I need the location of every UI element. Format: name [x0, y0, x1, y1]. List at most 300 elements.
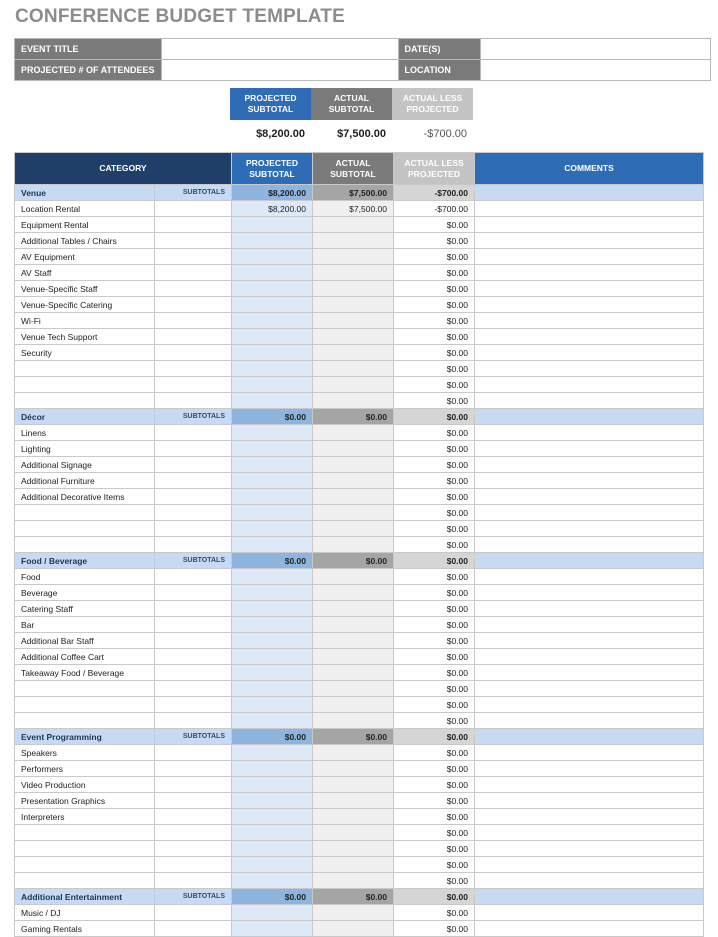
projected-cell[interactable] [232, 265, 313, 281]
comments-cell[interactable] [475, 569, 704, 585]
table-row [15, 649, 704, 665]
attendees-label: PROJECTED # OF ATTENDEES [15, 60, 162, 81]
category-cell[interactable]: Additional Signage [15, 457, 155, 473]
category-cell[interactable]: Catering Staff [15, 601, 155, 617]
dates-field[interactable] [480, 39, 710, 60]
diff-cell: $0.00 [394, 841, 475, 857]
category-cell[interactable]: Beverage [15, 585, 155, 601]
section-name: Décor [15, 409, 155, 425]
comments-cell[interactable] [475, 713, 704, 729]
dates-label: DATE(S) [398, 39, 480, 60]
category-cell-extra [155, 393, 232, 409]
category-header: CATEGORY [15, 153, 232, 185]
diff-cell: $0.00 [394, 521, 475, 537]
subtotals-label: SUBTOTALS [155, 553, 232, 569]
projected-cell[interactable] [232, 745, 313, 761]
table-row [15, 441, 704, 457]
category-cell[interactable]: Speakers [15, 745, 155, 761]
category-cell[interactable]: Location Rental [15, 201, 155, 217]
category-cell[interactable]: Music / DJ [15, 905, 155, 921]
section-name: Venue [15, 185, 155, 201]
attendees-field[interactable] [161, 60, 398, 81]
category-cell[interactable]: Venue-Specific Staff [15, 281, 155, 297]
comments-cell[interactable] [475, 377, 704, 393]
category-cell[interactable] [15, 873, 155, 889]
category-cell-extra [155, 377, 232, 393]
comments-cell[interactable] [475, 841, 704, 857]
category-cell[interactable]: Additional Furniture [15, 473, 155, 489]
actual-cell[interactable] [313, 393, 394, 409]
comments-cell[interactable] [475, 409, 704, 425]
section-diff-subtotal: -$700.00 [394, 185, 475, 201]
table-row [15, 713, 704, 729]
table-row [15, 873, 704, 889]
projected-cell[interactable] [232, 377, 313, 393]
comments-cell[interactable] [475, 617, 704, 633]
actual-cell[interactable] [313, 841, 394, 857]
category-cell-extra [155, 697, 232, 713]
comments-cell[interactable] [475, 297, 704, 313]
actual-cell[interactable] [313, 361, 394, 377]
summary-block [230, 88, 473, 148]
actual-cell[interactable] [313, 313, 394, 329]
category-cell-extra [155, 777, 232, 793]
category-cell-extra [155, 585, 232, 601]
actual-cell[interactable] [313, 777, 394, 793]
diff-cell: $0.00 [394, 697, 475, 713]
table-row [15, 249, 704, 265]
diff-cell: $0.00 [394, 313, 475, 329]
actual-cell[interactable] [313, 265, 394, 281]
comments-cell[interactable] [475, 217, 704, 233]
actual-cell[interactable] [313, 569, 394, 585]
diff-cell: $0.00 [394, 249, 475, 265]
actual-cell[interactable] [313, 697, 394, 713]
projected-cell[interactable] [232, 441, 313, 457]
comments-cell[interactable] [475, 889, 704, 905]
diff-cell: $0.00 [394, 393, 475, 409]
category-cell[interactable]: Additional Bar Staff [15, 633, 155, 649]
comments-cell[interactable] [475, 553, 704, 569]
event-title-label: EVENT TITLE [15, 39, 162, 60]
comments-cell[interactable] [475, 313, 704, 329]
projected-cell[interactable] [232, 905, 313, 921]
projected-cell[interactable] [232, 921, 313, 937]
comments-cell[interactable] [475, 697, 704, 713]
diff-cell: $0.00 [394, 825, 475, 841]
actual-cell[interactable] [313, 233, 394, 249]
section-diff-subtotal: $0.00 [394, 889, 475, 905]
diff-cell: $0.00 [394, 473, 475, 489]
diff-cell: $0.00 [394, 793, 475, 809]
actual-cell[interactable] [313, 537, 394, 553]
actual-cell[interactable] [313, 825, 394, 841]
actual-cell[interactable] [313, 521, 394, 537]
diff-cell: $0.00 [394, 377, 475, 393]
projected-cell[interactable] [232, 521, 313, 537]
comments-cell[interactable] [475, 745, 704, 761]
comments-cell[interactable] [475, 825, 704, 841]
projected-cell[interactable] [232, 825, 313, 841]
projected-cell[interactable] [232, 793, 313, 809]
section-actual-subtotal: $7,500.00 [313, 185, 394, 201]
category-cell[interactable]: Venue-Specific Catering [15, 297, 155, 313]
actual-cell[interactable] [313, 585, 394, 601]
projected-cell[interactable] [232, 761, 313, 777]
comments-cell[interactable] [475, 809, 704, 825]
category-cell-extra [155, 313, 232, 329]
projected-cell[interactable] [232, 873, 313, 889]
diff-cell: $0.00 [394, 425, 475, 441]
projected-cell[interactable] [232, 345, 313, 361]
category-cell-extra [155, 457, 232, 473]
comments-cell[interactable] [475, 537, 704, 553]
category-cell-extra [155, 793, 232, 809]
projected-cell[interactable] [232, 585, 313, 601]
category-cell-extra [155, 217, 232, 233]
actual-cell[interactable] [313, 441, 394, 457]
category-cell[interactable] [15, 713, 155, 729]
category-cell[interactable]: Performers [15, 761, 155, 777]
comments-cell[interactable] [475, 185, 704, 201]
category-cell-extra [155, 537, 232, 553]
projected-cell[interactable] [232, 393, 313, 409]
actual-cell[interactable] [313, 665, 394, 681]
comments-cell[interactable] [475, 473, 704, 489]
summary-diff-header: ACTUAL LESS PROJECTED [392, 88, 473, 120]
table-row [15, 601, 704, 617]
projected-cell[interactable] [232, 633, 313, 649]
category-cell[interactable] [15, 857, 155, 873]
summary-actual-header: ACTUAL SUBTOTAL [311, 88, 392, 120]
comments-cell[interactable] [475, 393, 704, 409]
section-diff-subtotal: $0.00 [394, 553, 475, 569]
actual-cell[interactable] [313, 649, 394, 665]
section-projected-subtotal: $0.00 [232, 729, 313, 745]
diff-cell: $0.00 [394, 921, 475, 937]
actual-cell[interactable] [313, 745, 394, 761]
comments-cell[interactable] [475, 585, 704, 601]
section-row [15, 889, 704, 905]
section-actual-subtotal: $0.00 [313, 729, 394, 745]
section-row [15, 185, 704, 201]
table-row [15, 569, 704, 585]
comments-cell[interactable] [475, 489, 704, 505]
subtotals-label: SUBTOTALS [155, 185, 232, 201]
projected-cell[interactable] [232, 857, 313, 873]
comments-cell[interactable] [475, 665, 704, 681]
diff-cell: $0.00 [394, 873, 475, 889]
subtotals-label: SUBTOTALS [155, 409, 232, 425]
actual-cell[interactable] [313, 633, 394, 649]
actual-cell[interactable] [313, 761, 394, 777]
actual-cell[interactable] [313, 681, 394, 697]
actual-cell[interactable] [313, 505, 394, 521]
category-cell[interactable] [15, 537, 155, 553]
actual-cell[interactable] [313, 601, 394, 617]
category-cell[interactable]: AV Staff [15, 265, 155, 281]
diff-cell: $0.00 [394, 329, 475, 345]
diff-cell: $0.00 [394, 265, 475, 281]
projected-cell[interactable] [232, 457, 313, 473]
category-cell[interactable] [15, 393, 155, 409]
table-row [15, 425, 704, 441]
category-cell-extra [155, 473, 232, 489]
projected-cell[interactable] [232, 569, 313, 585]
projected-cell[interactable] [232, 537, 313, 553]
category-cell-extra [155, 761, 232, 777]
comments-cell[interactable] [475, 649, 704, 665]
actual-cell[interactable] [313, 297, 394, 313]
summary-projected-header: PROJECTED SUBTOTAL [230, 88, 311, 120]
actual-cell[interactable] [313, 329, 394, 345]
category-cell[interactable] [15, 377, 155, 393]
category-cell[interactable]: Equipment Rental [15, 217, 155, 233]
comments-cell[interactable] [475, 345, 704, 361]
projected-cell[interactable] [232, 329, 313, 345]
comments-header: COMMENTS [475, 153, 704, 185]
table-row [15, 201, 704, 217]
category-cell-extra [155, 857, 232, 873]
table-row [15, 329, 704, 345]
category-cell-extra [155, 233, 232, 249]
actual-cell[interactable] [313, 489, 394, 505]
category-cell-extra [155, 873, 232, 889]
table-row [15, 905, 704, 921]
projected-cell[interactable] [232, 233, 313, 249]
comments-cell[interactable] [475, 457, 704, 473]
category-cell[interactable]: Presentation Graphics [15, 793, 155, 809]
category-cell[interactable] [15, 697, 155, 713]
category-cell[interactable]: Lighting [15, 441, 155, 457]
projected-cell[interactable] [232, 313, 313, 329]
comments-cell[interactable] [475, 505, 704, 521]
comments-cell[interactable] [475, 361, 704, 377]
table-row [15, 297, 704, 313]
table-row [15, 265, 704, 281]
category-cell-extra [155, 681, 232, 697]
comments-cell[interactable] [475, 249, 704, 265]
projected-cell[interactable] [232, 617, 313, 633]
table-row [15, 681, 704, 697]
projected-cell[interactable]: $8,200.00 [232, 201, 313, 217]
category-cell-extra [155, 921, 232, 937]
diff-cell: $0.00 [394, 233, 475, 249]
comments-cell[interactable] [475, 873, 704, 889]
comments-cell[interactable] [475, 521, 704, 537]
actual-cell[interactable] [313, 921, 394, 937]
actual-cell[interactable] [313, 713, 394, 729]
table-row [15, 761, 704, 777]
diff-cell: $0.00 [394, 681, 475, 697]
category-cell[interactable]: Linens [15, 425, 155, 441]
comments-cell[interactable] [475, 777, 704, 793]
diff-cell: $0.00 [394, 297, 475, 313]
projected-cell[interactable] [232, 665, 313, 681]
table-row [15, 617, 704, 633]
projected-cell[interactable] [232, 281, 313, 297]
projected-cell[interactable] [232, 217, 313, 233]
table-row [15, 281, 704, 297]
projected-cell[interactable] [232, 841, 313, 857]
table-row [15, 825, 704, 841]
projected-cell[interactable] [232, 505, 313, 521]
category-cell[interactable] [15, 825, 155, 841]
category-cell-extra [155, 809, 232, 825]
category-cell-extra [155, 297, 232, 313]
category-cell[interactable]: Wi-Fi [15, 313, 155, 329]
category-cell-extra [155, 249, 232, 265]
category-cell-extra [155, 569, 232, 585]
diff-cell: $0.00 [394, 713, 475, 729]
projected-cell[interactable] [232, 601, 313, 617]
actual-cell[interactable] [313, 617, 394, 633]
section-actual-subtotal: $0.00 [313, 553, 394, 569]
category-cell-extra [155, 329, 232, 345]
actual-cell[interactable] [313, 217, 394, 233]
comments-cell[interactable] [475, 281, 704, 297]
category-cell[interactable]: Additional Decorative Items [15, 489, 155, 505]
category-cell-extra [155, 441, 232, 457]
projected-cell[interactable] [232, 473, 313, 489]
category-cell[interactable] [15, 521, 155, 537]
projected-cell[interactable] [232, 361, 313, 377]
comments-cell[interactable] [475, 905, 704, 921]
diff-cell: $0.00 [394, 617, 475, 633]
category-cell[interactable]: Bar [15, 617, 155, 633]
budget-body [15, 185, 704, 937]
category-cell[interactable]: Additional Tables / Chairs [15, 233, 155, 249]
subtotals-label: SUBTOTALS [155, 729, 232, 745]
category-cell[interactable]: Additional Coffee Cart [15, 649, 155, 665]
actual-cell[interactable] [313, 873, 394, 889]
category-cell[interactable]: Takeaway Food / Beverage [15, 665, 155, 681]
category-cell-extra [155, 825, 232, 841]
projected-cell[interactable] [232, 425, 313, 441]
projected-cell[interactable] [232, 649, 313, 665]
category-cell[interactable]: Gaming Rentals [15, 921, 155, 937]
comments-cell[interactable] [475, 793, 704, 809]
category-cell-extra [155, 201, 232, 217]
projected-cell[interactable] [232, 697, 313, 713]
table-row [15, 345, 704, 361]
comments-cell[interactable] [475, 265, 704, 281]
category-cell[interactable]: Venue Tech Support [15, 329, 155, 345]
projected-cell[interactable] [232, 713, 313, 729]
comments-cell[interactable] [475, 729, 704, 745]
table-row [15, 665, 704, 681]
category-cell[interactable]: Food [15, 569, 155, 585]
diff-cell: $0.00 [394, 777, 475, 793]
actual-cell[interactable] [313, 425, 394, 441]
table-row [15, 537, 704, 553]
projected-cell[interactable] [232, 297, 313, 313]
actual-cell[interactable] [313, 457, 394, 473]
diff-cell: $0.00 [394, 665, 475, 681]
comments-cell[interactable] [475, 681, 704, 697]
category-cell-extra [155, 265, 232, 281]
projected-cell[interactable] [232, 777, 313, 793]
category-cell[interactable] [15, 361, 155, 377]
category-cell[interactable]: Interpreters [15, 809, 155, 825]
location-field[interactable] [480, 60, 710, 81]
comments-cell[interactable] [475, 761, 704, 777]
table-row [15, 233, 704, 249]
diff-cell: $0.00 [394, 585, 475, 601]
comments-cell[interactable] [475, 601, 704, 617]
comments-cell[interactable] [475, 425, 704, 441]
event-title-field[interactable] [161, 39, 398, 60]
projected-header: PROJECTED SUBTOTAL [232, 153, 313, 185]
comments-cell[interactable] [475, 233, 704, 249]
actual-cell[interactable] [313, 809, 394, 825]
projected-cell[interactable] [232, 489, 313, 505]
category-cell-extra [155, 841, 232, 857]
info-row-1 [15, 39, 711, 60]
projected-cell[interactable] [232, 249, 313, 265]
actual-cell[interactable] [313, 857, 394, 873]
category-cell-extra [155, 521, 232, 537]
category-cell-extra [155, 649, 232, 665]
actual-cell[interactable] [313, 249, 394, 265]
category-cell-extra [155, 745, 232, 761]
category-cell-extra [155, 713, 232, 729]
actual-cell[interactable] [313, 793, 394, 809]
projected-cell[interactable] [232, 681, 313, 697]
table-row [15, 521, 704, 537]
location-label: LOCATION [398, 60, 480, 81]
actual-cell[interactable]: $7,500.00 [313, 201, 394, 217]
actual-cell[interactable] [313, 473, 394, 489]
diff-cell: $0.00 [394, 569, 475, 585]
category-cell[interactable] [15, 681, 155, 697]
category-cell[interactable]: AV Equipment [15, 249, 155, 265]
comments-cell[interactable] [475, 201, 704, 217]
category-cell[interactable]: Security [15, 345, 155, 361]
diff-cell: $0.00 [394, 649, 475, 665]
table-row [15, 313, 704, 329]
comments-cell[interactable] [475, 329, 704, 345]
category-cell-extra [155, 665, 232, 681]
category-cell-extra [155, 281, 232, 297]
category-cell[interactable]: Video Production [15, 777, 155, 793]
table-row [15, 489, 704, 505]
actual-cell[interactable] [313, 377, 394, 393]
category-cell[interactable] [15, 505, 155, 521]
category-cell-extra [155, 617, 232, 633]
actual-cell[interactable] [313, 281, 394, 297]
table-row [15, 393, 704, 409]
budget-table [14, 152, 704, 937]
comments-cell[interactable] [475, 921, 704, 937]
comments-cell[interactable] [475, 857, 704, 873]
category-cell[interactable] [15, 841, 155, 857]
section-actual-subtotal: $0.00 [313, 409, 394, 425]
table-row [15, 857, 704, 873]
section-actual-subtotal: $0.00 [313, 889, 394, 905]
comments-cell[interactable] [475, 441, 704, 457]
table-row [15, 921, 704, 937]
section-name: Food / Beverage [15, 553, 155, 569]
projected-cell[interactable] [232, 809, 313, 825]
comments-cell[interactable] [475, 633, 704, 649]
actual-cell[interactable] [313, 905, 394, 921]
diff-cell: $0.00 [394, 633, 475, 649]
page-title: CONFERENCE BUDGET TEMPLATE [15, 6, 345, 27]
table-row [15, 377, 704, 393]
actual-cell[interactable] [313, 345, 394, 361]
table-row [15, 745, 704, 761]
